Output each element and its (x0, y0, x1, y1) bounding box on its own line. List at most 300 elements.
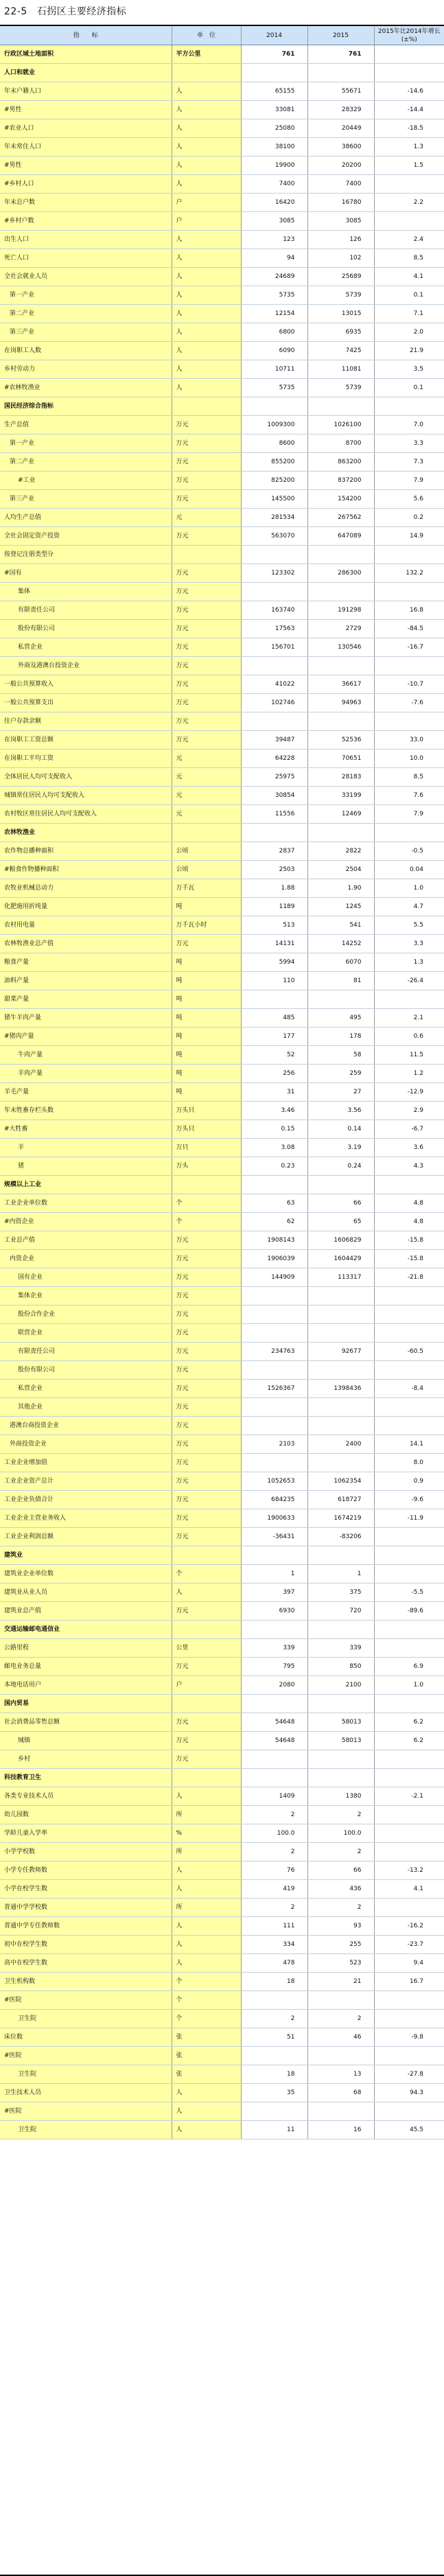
table-row (0, 1732, 444, 1750)
row-growth: -27.8 (374, 2065, 444, 2084)
row-value-2014 (241, 1621, 307, 1639)
row-value-2014: 3.46 (241, 1102, 307, 1120)
row-unit: 万元 (172, 712, 241, 731)
row-growth (374, 1417, 444, 1435)
row-growth (374, 1639, 444, 1658)
header-unit: 单 位 (172, 26, 241, 45)
row-value-2015: 720 (307, 1602, 374, 1621)
row-value-2014: 100.0 (241, 1824, 307, 1843)
table-row (0, 1565, 444, 1583)
row-value-2015: 2 (307, 1843, 374, 1861)
row-label: 普通中学专任教师数 (0, 1917, 172, 1936)
row-growth: -89.6 (374, 1602, 444, 1621)
row-value-2014: 30854 (241, 787, 307, 805)
row-value-2015: 81 (307, 972, 374, 990)
row-value-2014: 6800 (241, 323, 307, 342)
row-growth: 4.7 (374, 898, 444, 916)
row-label: 交通运输邮电通信业 (0, 1621, 172, 1639)
table-row (0, 434, 444, 453)
row-value-2014: 1900633 (241, 1509, 307, 1528)
row-unit: 人 (172, 379, 241, 397)
row-value-2015: 3.56 (307, 1102, 374, 1120)
row-value-2014: 11 (241, 2121, 307, 2139)
row-growth: 4.1 (374, 268, 444, 286)
row-label: 建筑业企业单位数 (0, 1565, 172, 1583)
row-value-2015: 11081 (307, 360, 374, 379)
row-growth: -10.7 (374, 675, 444, 694)
row-value-2015 (307, 1324, 374, 1343)
row-label: 羊毛产量 (0, 1083, 172, 1102)
table-row (0, 286, 444, 305)
row-value-2015: 130546 (307, 638, 374, 657)
row-unit: 万元 (172, 1324, 241, 1343)
table-row (0, 138, 444, 156)
row-growth: 8.5 (374, 768, 444, 787)
row-growth: -23.7 (374, 1936, 444, 1954)
row-label: 建筑业总产值 (0, 1602, 172, 1621)
row-growth: 1.0 (374, 879, 444, 898)
row-unit: 人 (172, 138, 241, 156)
row-unit: 个 (172, 1973, 241, 1991)
row-growth: 8.0 (374, 1454, 444, 1472)
table-row (0, 1435, 444, 1454)
row-growth: -60.5 (374, 1343, 444, 1361)
row-value-2014: 94 (241, 249, 307, 268)
row-value-2014 (241, 824, 307, 842)
row-growth: -9.8 (374, 2028, 444, 2047)
row-value-2014 (241, 1417, 307, 1435)
row-unit: 万元 (172, 1268, 241, 1287)
row-label: 科技教育卫生 (0, 1769, 172, 1787)
row-growth (374, 45, 444, 64)
table-row (0, 601, 444, 620)
row-unit: 人 (172, 231, 241, 249)
row-value-2015: 1606829 (307, 1231, 374, 1250)
row-label: 农村用电量 (0, 916, 172, 935)
table-row (0, 82, 444, 101)
row-value-2014: 2 (241, 2010, 307, 2028)
row-value-2015 (307, 397, 374, 416)
row-value-2015 (307, 64, 374, 82)
row-value-2015: 2100 (307, 1676, 374, 1695)
row-label: #粮食作物播种面积 (0, 861, 172, 879)
table-row (0, 305, 444, 323)
row-label: 内资企业 (0, 1250, 172, 1268)
table-row (0, 898, 444, 916)
row-unit: 万头只 (172, 1102, 241, 1120)
row-value-2014: 334 (241, 1936, 307, 1954)
row-value-2015: 13015 (307, 305, 374, 323)
row-value-2014: 64228 (241, 750, 307, 768)
table-row (0, 101, 444, 119)
row-label: 全体居民人均可支配收入 (0, 768, 172, 787)
row-label: 第三产业 (0, 323, 172, 342)
row-value-2014: 19900 (241, 156, 307, 175)
row-value-2015: 65 (307, 1213, 374, 1231)
table-row (0, 712, 444, 731)
row-value-2015 (307, 1176, 374, 1194)
row-value-2015: 58 (307, 1046, 374, 1065)
row-label: 股份合作企业 (0, 1306, 172, 1324)
row-value-2015: 33199 (307, 787, 374, 805)
row-growth (374, 1546, 444, 1565)
row-unit: 万元 (172, 1602, 241, 1621)
row-growth: 7.9 (374, 472, 444, 490)
row-value-2014: 6930 (241, 1602, 307, 1621)
row-unit: 万元 (172, 1231, 241, 1250)
table-row (0, 1231, 444, 1250)
row-label: #医院 (0, 1991, 172, 2010)
row-value-2015 (307, 1306, 374, 1324)
table-row (0, 1083, 444, 1102)
table-row (0, 1658, 444, 1676)
row-growth: 8.5 (374, 249, 444, 268)
table-row (0, 1695, 444, 1713)
row-unit: 万元 (172, 1472, 241, 1491)
row-value-2015: 6070 (307, 953, 374, 972)
row-label: 国有企业 (0, 1268, 172, 1287)
row-value-2014: 2103 (241, 1435, 307, 1454)
table-row (0, 1287, 444, 1306)
row-growth: 7.0 (374, 416, 444, 434)
table-row (0, 1954, 444, 1973)
row-unit: 万元 (172, 527, 241, 546)
table-row (0, 1787, 444, 1806)
row-label: 年末户籍人口 (0, 82, 172, 101)
table-row (0, 1936, 444, 1954)
row-value-2015: 20449 (307, 119, 374, 138)
row-unit: 万元 (172, 1658, 241, 1676)
row-value-2014: 2 (241, 1843, 307, 1861)
row-value-2014 (241, 990, 307, 1009)
row-value-2015: 66 (307, 1194, 374, 1213)
row-unit: 人 (172, 286, 241, 305)
row-value-2015: 1026100 (307, 416, 374, 434)
row-value-2015: 7425 (307, 342, 374, 360)
row-value-2014 (241, 1695, 307, 1713)
row-value-2014: 1908143 (241, 1231, 307, 1250)
row-unit: 万元 (172, 453, 241, 472)
row-unit: 万元 (172, 1306, 241, 1324)
row-value-2014: 5994 (241, 953, 307, 972)
row-growth (374, 1806, 444, 1824)
table-row (0, 805, 444, 824)
row-label: 规模以上工业 (0, 1176, 172, 1194)
row-growth: 0.04 (374, 861, 444, 879)
table-row (0, 657, 444, 675)
row-value-2015: 28183 (307, 768, 374, 787)
row-label: 按登记注册类型分 (0, 546, 172, 564)
table-row (0, 638, 444, 657)
row-unit: 个 (172, 1194, 241, 1213)
row-value-2015 (307, 583, 374, 601)
row-label: 牛肉产量 (0, 1046, 172, 1065)
row-value-2015: 36617 (307, 675, 374, 694)
row-label: 一般公共预算支出 (0, 694, 172, 712)
row-unit (172, 546, 241, 564)
row-label: 卫生技术人员 (0, 2084, 172, 2102)
table-row (0, 212, 444, 231)
row-label: #猪肉产量 (0, 1028, 172, 1046)
row-value-2015: 6935 (307, 323, 374, 342)
row-label: 各类专业技术人员 (0, 1787, 172, 1806)
row-growth: -14.4 (374, 101, 444, 119)
row-value-2015: 2822 (307, 842, 374, 861)
table-row (0, 1639, 444, 1658)
row-value-2015 (307, 1546, 374, 1565)
row-value-2015: 21 (307, 1973, 374, 1991)
row-growth: 5.6 (374, 490, 444, 509)
row-label: 小学在校学生数 (0, 1880, 172, 1899)
row-growth: 21.9 (374, 342, 444, 360)
row-growth: 33.0 (374, 731, 444, 750)
row-label: 高中在校学生数 (0, 1954, 172, 1973)
row-unit: 万元 (172, 434, 241, 453)
row-unit: 人 (172, 2084, 241, 2102)
row-value-2014 (241, 1991, 307, 2010)
row-label: 猪 (0, 1157, 172, 1176)
header-indicator: 指 标 (0, 26, 172, 45)
table-row (0, 342, 444, 360)
row-label: #男性 (0, 156, 172, 175)
table-row (0, 1194, 444, 1213)
row-label: 全社会固定资产投资 (0, 527, 172, 546)
row-value-2014: 63 (241, 1194, 307, 1213)
table-row (0, 1750, 444, 1769)
row-unit: 万元 (172, 935, 241, 953)
row-value-2014: 54648 (241, 1732, 307, 1750)
table-row (0, 694, 444, 712)
row-value-2015: 102 (307, 249, 374, 268)
table-row (0, 2065, 444, 2084)
table-row (0, 1454, 444, 1472)
row-value-2014 (241, 546, 307, 564)
row-label: 死亡人口 (0, 249, 172, 268)
row-growth: 132.2 (374, 564, 444, 583)
row-value-2015: 55671 (307, 82, 374, 101)
table-row (0, 1880, 444, 1899)
row-growth (374, 1621, 444, 1639)
row-growth (374, 212, 444, 231)
row-growth: 6.2 (374, 1713, 444, 1732)
row-unit: 万元 (172, 657, 241, 675)
row-value-2014: 24689 (241, 268, 307, 286)
row-growth (374, 1750, 444, 1769)
row-unit: 万元 (172, 416, 241, 434)
row-value-2014: 1052653 (241, 1472, 307, 1491)
row-growth: 0.2 (374, 509, 444, 527)
row-label: 行政区域土地面积 (0, 45, 172, 64)
table-row (0, 824, 444, 842)
row-value-2014: 1526367 (241, 1380, 307, 1398)
row-label: 农村牧区常住居民人均可支配收入 (0, 805, 172, 824)
row-value-2014: 795 (241, 1658, 307, 1676)
row-value-2014: 825200 (241, 472, 307, 490)
row-label: 人均生产总值 (0, 509, 172, 527)
table-row (0, 416, 444, 434)
header-growth: 2015年比2014年增长(±%) (374, 26, 444, 45)
row-growth: -13.2 (374, 1861, 444, 1880)
row-label: 建筑业 (0, 1546, 172, 1565)
row-growth (374, 2102, 444, 2121)
row-unit: 人 (172, 156, 241, 175)
row-label: 在岗职工平均工资 (0, 750, 172, 768)
row-value-2014: 41022 (241, 675, 307, 694)
row-unit: 万头只 (172, 1120, 241, 1139)
row-value-2015: 3085 (307, 212, 374, 231)
row-unit: 万元 (172, 1287, 241, 1306)
table-row (0, 249, 444, 268)
row-value-2015: 339 (307, 1639, 374, 1658)
row-unit: 户 (172, 212, 241, 231)
indicator-table (0, 26, 444, 2139)
row-label: 年末牲畜存栏头数 (0, 1102, 172, 1120)
row-unit: 人 (172, 323, 241, 342)
row-value-2015: 259 (307, 1065, 374, 1083)
row-unit: 万千瓦 (172, 879, 241, 898)
row-value-2015 (307, 1398, 374, 1417)
row-growth: 6.2 (374, 1732, 444, 1750)
row-value-2015: 66 (307, 1861, 374, 1880)
row-value-2015: 0.24 (307, 1157, 374, 1176)
row-value-2014: 485 (241, 1009, 307, 1028)
row-unit: 人 (172, 1861, 241, 1880)
row-label: 全社会就业人员 (0, 268, 172, 286)
row-unit: 人 (172, 342, 241, 360)
row-value-2015 (307, 824, 374, 842)
row-growth (374, 1398, 444, 1417)
row-unit: 人 (172, 1954, 241, 1973)
row-label: 生产总值 (0, 416, 172, 434)
row-growth: 45.5 (374, 2121, 444, 2139)
table-row (0, 64, 444, 82)
row-label: 羊肉产量 (0, 1065, 172, 1083)
row-value-2014: 2 (241, 1806, 307, 1824)
row-label: 在岗职工工资总额 (0, 731, 172, 750)
table-row (0, 45, 444, 64)
row-value-2015: 2729 (307, 620, 374, 638)
table-row (0, 175, 444, 194)
row-value-2014 (241, 1398, 307, 1417)
row-unit: 万元 (172, 620, 241, 638)
row-value-2014 (241, 1454, 307, 1472)
row-label: 幼儿园数 (0, 1806, 172, 1824)
table-row (0, 750, 444, 768)
row-value-2015 (307, 1695, 374, 1713)
row-growth (374, 1306, 444, 1324)
row-value-2014: 110 (241, 972, 307, 990)
table-title: 石拐区主要经济指标 (36, 6, 127, 17)
row-unit: 万元 (172, 1491, 241, 1509)
row-growth: 7.6 (374, 787, 444, 805)
row-label: 国内贸易 (0, 1695, 172, 1713)
table-row (0, 1046, 444, 1065)
row-value-2015: 16780 (307, 194, 374, 212)
row-value-2015: 1 (307, 1565, 374, 1583)
row-label: #内资企业 (0, 1213, 172, 1231)
row-growth (374, 2010, 444, 2028)
table-row (0, 1602, 444, 1621)
row-value-2014: 855200 (241, 453, 307, 472)
row-unit: 人 (172, 360, 241, 379)
row-label: 油料产量 (0, 972, 172, 990)
row-value-2014 (241, 1361, 307, 1380)
row-growth: 7.9 (374, 805, 444, 824)
table-row (0, 1917, 444, 1936)
row-growth (374, 1361, 444, 1380)
row-label: 卫生院 (0, 2121, 172, 2139)
row-value-2014: 2837 (241, 842, 307, 861)
row-unit: 吨 (172, 1065, 241, 1083)
row-label: 港澳台商投资企业 (0, 1417, 172, 1435)
row-label: #医院 (0, 2102, 172, 2121)
row-label: 集体 (0, 583, 172, 601)
table-row (0, 1991, 444, 2010)
table-row (0, 1676, 444, 1695)
row-value-2015: 2400 (307, 1435, 374, 1454)
row-value-2015 (307, 1361, 374, 1380)
row-value-2015: 38600 (307, 138, 374, 156)
row-value-2015 (307, 1621, 374, 1639)
row-growth (374, 1843, 444, 1861)
table-row (0, 1028, 444, 1046)
row-value-2015: 375 (307, 1583, 374, 1602)
table-body (0, 45, 444, 2139)
row-growth (374, 397, 444, 416)
row-unit: 万元 (172, 1750, 241, 1769)
row-unit: 万元 (172, 490, 241, 509)
row-unit (172, 1695, 241, 1713)
row-label: 工业企业单位数 (0, 1194, 172, 1213)
row-growth (374, 1899, 444, 1917)
row-value-2015: 70651 (307, 750, 374, 768)
row-value-2014: 2080 (241, 1676, 307, 1695)
table-row (0, 1472, 444, 1491)
row-growth: 1.2 (374, 1065, 444, 1083)
table-row (0, 1824, 444, 1843)
table-row (0, 1102, 444, 1120)
row-unit: 元 (172, 805, 241, 824)
table-row (0, 1621, 444, 1639)
table-row (0, 156, 444, 175)
row-value-2014: 65155 (241, 82, 307, 101)
table-row (0, 1546, 444, 1565)
table-row (0, 231, 444, 249)
table-number: 22-5 (4, 6, 27, 17)
row-unit: 个 (172, 1213, 241, 1231)
row-growth: 3.3 (374, 434, 444, 453)
row-value-2014: 6090 (241, 342, 307, 360)
row-growth: 0.6 (374, 1028, 444, 1046)
table-row (0, 1176, 444, 1194)
row-label: 集体企业 (0, 1287, 172, 1306)
table-row (0, 1509, 444, 1528)
row-value-2014: 39487 (241, 731, 307, 750)
row-value-2014: 1409 (241, 1787, 307, 1806)
row-value-2015: 58013 (307, 1713, 374, 1732)
row-label: 年末常住人口 (0, 138, 172, 156)
row-value-2015: 2 (307, 1899, 374, 1917)
table-row (0, 620, 444, 638)
header-row (0, 26, 444, 45)
row-label: 初中在校学生数 (0, 1936, 172, 1954)
row-value-2015: 178 (307, 1028, 374, 1046)
row-value-2014: 0.15 (241, 1120, 307, 1139)
row-value-2015 (307, 2102, 374, 2121)
row-unit: 所 (172, 1843, 241, 1861)
row-growth: 2.9 (374, 1102, 444, 1120)
row-value-2014 (241, 1324, 307, 1343)
